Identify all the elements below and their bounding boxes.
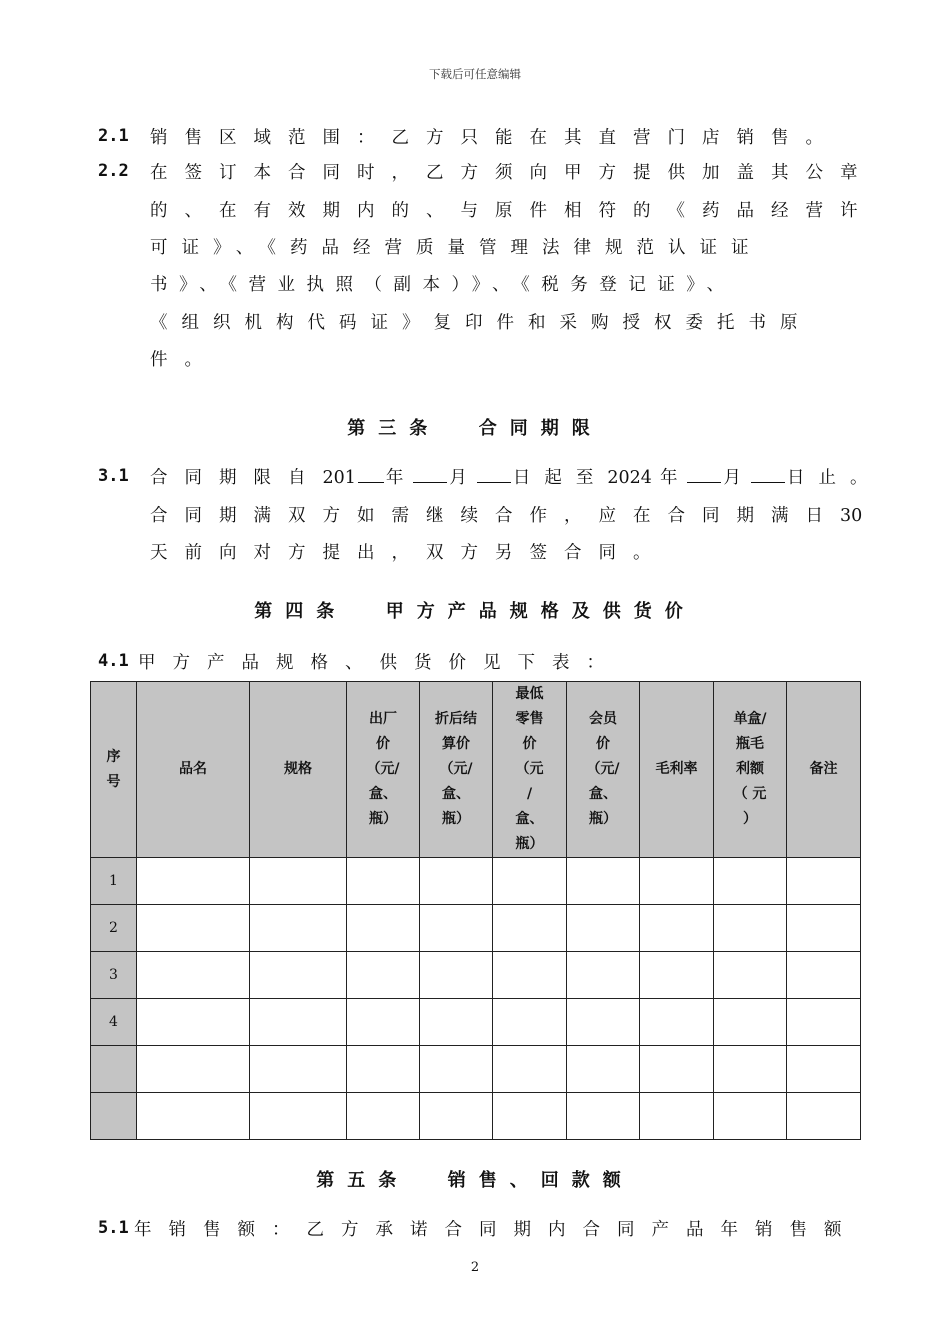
table-cell[interactable] [347,905,420,952]
page-header: 下载后可任意编辑 [429,67,521,81]
col-header-gross-margin: 毛利率 [640,682,714,858]
item-5-1-text: 年销售额：乙方承诺合同期内合同产品年销售额 [134,1220,859,1240]
row-index-cell: 3 [91,952,137,999]
table-cell[interactable] [714,952,787,999]
table-cell[interactable] [567,1093,640,1140]
table-cell[interactable] [493,1093,567,1140]
table-cell[interactable] [250,999,347,1046]
item-2-2-line: 《组织机构代码证》复印件和采购授权委托书原 [150,313,812,333]
term-from-text: 合同期限自 [150,468,323,488]
table-cell[interactable] [714,1046,787,1093]
start-day-blank[interactable] [477,468,511,483]
table-cell[interactable] [640,952,714,999]
table-cell[interactable] [493,952,567,999]
table-cell[interactable] [493,905,567,952]
item-2-2-line: 书》、《营业执照（副本）》、《税务登记证》、 [150,275,736,295]
item-4-1-number: 4.1 [98,651,129,671]
table-cell[interactable] [137,1046,250,1093]
table-cell[interactable] [787,999,861,1046]
table-cell[interactable] [420,858,493,905]
table-cell[interactable] [567,999,640,1046]
item-3-1-line-2 [150,502,862,527]
table-cell[interactable] [714,999,787,1046]
table-cell[interactable] [420,1046,493,1093]
item-2-2-number: 2.2 [98,161,129,181]
table-row [91,905,861,952]
table-cell[interactable] [493,858,567,905]
item-2-2-line: 可证》、《药品经营质量管理法律规范认证证 [150,238,763,258]
start-month-blank[interactable] [413,468,447,483]
table-row [91,858,861,905]
clause-5-heading: 第五条 销售、回款额 [316,1170,634,1191]
col-header-unit-gross-profit: 单盒/ 瓶毛 利额 （ 元 ） [714,682,787,858]
table-cell[interactable] [250,1046,347,1093]
row-index-cell: 2 [91,905,137,952]
table-cell[interactable] [567,1046,640,1093]
table-cell[interactable] [493,999,567,1046]
table-cell[interactable] [787,952,861,999]
col-header-min-retail-price: 最低 零售 价 （元 / 盒、 瓶） [493,682,567,858]
year-label: 年 [385,468,412,488]
table-cell[interactable] [347,1093,420,1140]
start-year-blank[interactable] [358,468,384,483]
table-cell[interactable] [250,1093,347,1140]
table-cell[interactable] [567,905,640,952]
item-2-2-line: 的、在有效期内的、与原件相符的《药品经营许 [150,201,875,221]
month-label: 月 [449,468,475,488]
table-row [91,1093,861,1140]
table-header-row [91,682,861,858]
table-cell[interactable] [347,952,420,999]
table-cell[interactable] [420,905,493,952]
table-cell[interactable] [347,858,420,905]
table-cell[interactable] [137,999,250,1046]
end-day-blank[interactable] [751,468,785,483]
item-3-1-line-1 [150,464,881,489]
col-header-factory-price: 出厂 价 （元/ 盒、 瓶） [347,682,420,858]
page-number: 2 [470,1260,480,1275]
table-cell[interactable] [640,1093,714,1140]
table-cell[interactable] [137,858,250,905]
product-spec-table [90,681,861,1140]
col-header-settlement-price: 折后结 算价 （元/ 盒、 瓶） [420,682,493,858]
table-cell[interactable] [250,952,347,999]
table-cell[interactable] [714,905,787,952]
col-header-spec: 规格 [250,682,347,858]
item-4-1-text: 甲方产品规格、供货价见下表： [138,653,621,673]
table-row [91,999,861,1046]
renewal-days: 30 [840,506,863,526]
table-cell[interactable] [137,905,250,952]
table-cell[interactable] [137,952,250,999]
table-row [91,952,861,999]
table-cell[interactable] [787,1093,861,1140]
table-cell[interactable] [137,1093,250,1140]
table-cell[interactable] [714,1093,787,1140]
table-cell[interactable] [640,858,714,905]
end-year: 2024 [607,468,652,488]
table-cell[interactable] [420,952,493,999]
day-end-text: 日止。 [786,468,882,488]
row-index-cell [91,1046,137,1093]
month-label: 月 [723,468,749,488]
item-3-1-number: 3.1 [98,466,129,486]
item-2-1-text: 销售区域范围：乙方只能在其直营门店销售。 [150,128,840,148]
table-cell[interactable] [787,858,861,905]
col-header-product-name: 品名 [137,682,250,858]
table-cell[interactable] [347,1046,420,1093]
item-2-1-number: 2.1 [98,126,129,146]
table-cell[interactable] [250,858,347,905]
table-cell[interactable] [640,999,714,1046]
table-cell[interactable] [787,1046,861,1093]
table-cell[interactable] [640,905,714,952]
start-year-prefix: 201 [322,468,356,488]
table-cell[interactable] [714,858,787,905]
year-label: 年 [659,468,686,488]
table-cell[interactable] [347,999,420,1046]
table-cell[interactable] [250,905,347,952]
item-2-2-line: 件。 [150,350,219,370]
day-to-text: 日起至 [512,468,608,488]
table-cell[interactable] [420,999,493,1046]
end-month-blank[interactable] [687,468,721,483]
item-3-1-line-3: 天前向对方提出，双方另签合同。 [150,543,668,563]
table-cell[interactable] [640,1046,714,1093]
row-index-cell: 4 [91,999,137,1046]
item-2-2-line: 在签订本合同时，乙方须向甲方提供加盖其公章 [150,163,875,183]
table-row [91,1046,861,1093]
item-5-1-number: 5.1 [98,1218,129,1238]
table-cell[interactable] [420,1093,493,1140]
table-cell[interactable] [567,952,640,999]
col-header-remarks: 备注 [787,682,861,858]
row-index-cell [91,1093,137,1140]
col-header-member-price: 会员 价 （元/ 盒、 瓶） [567,682,640,858]
table-cell[interactable] [493,1046,567,1093]
col-header-index: 序 号 [91,682,137,858]
clause-4-heading: 第四条 甲方产品规格及供货价 [254,601,696,622]
row-index-cell: 1 [91,858,137,905]
table-cell[interactable] [567,858,640,905]
clause-3-heading: 第三条 合同期限 [347,418,603,439]
table-cell[interactable] [787,905,861,952]
renewal-text: 合同期满双方如需继续合作，应在合同期满日 [150,506,840,526]
